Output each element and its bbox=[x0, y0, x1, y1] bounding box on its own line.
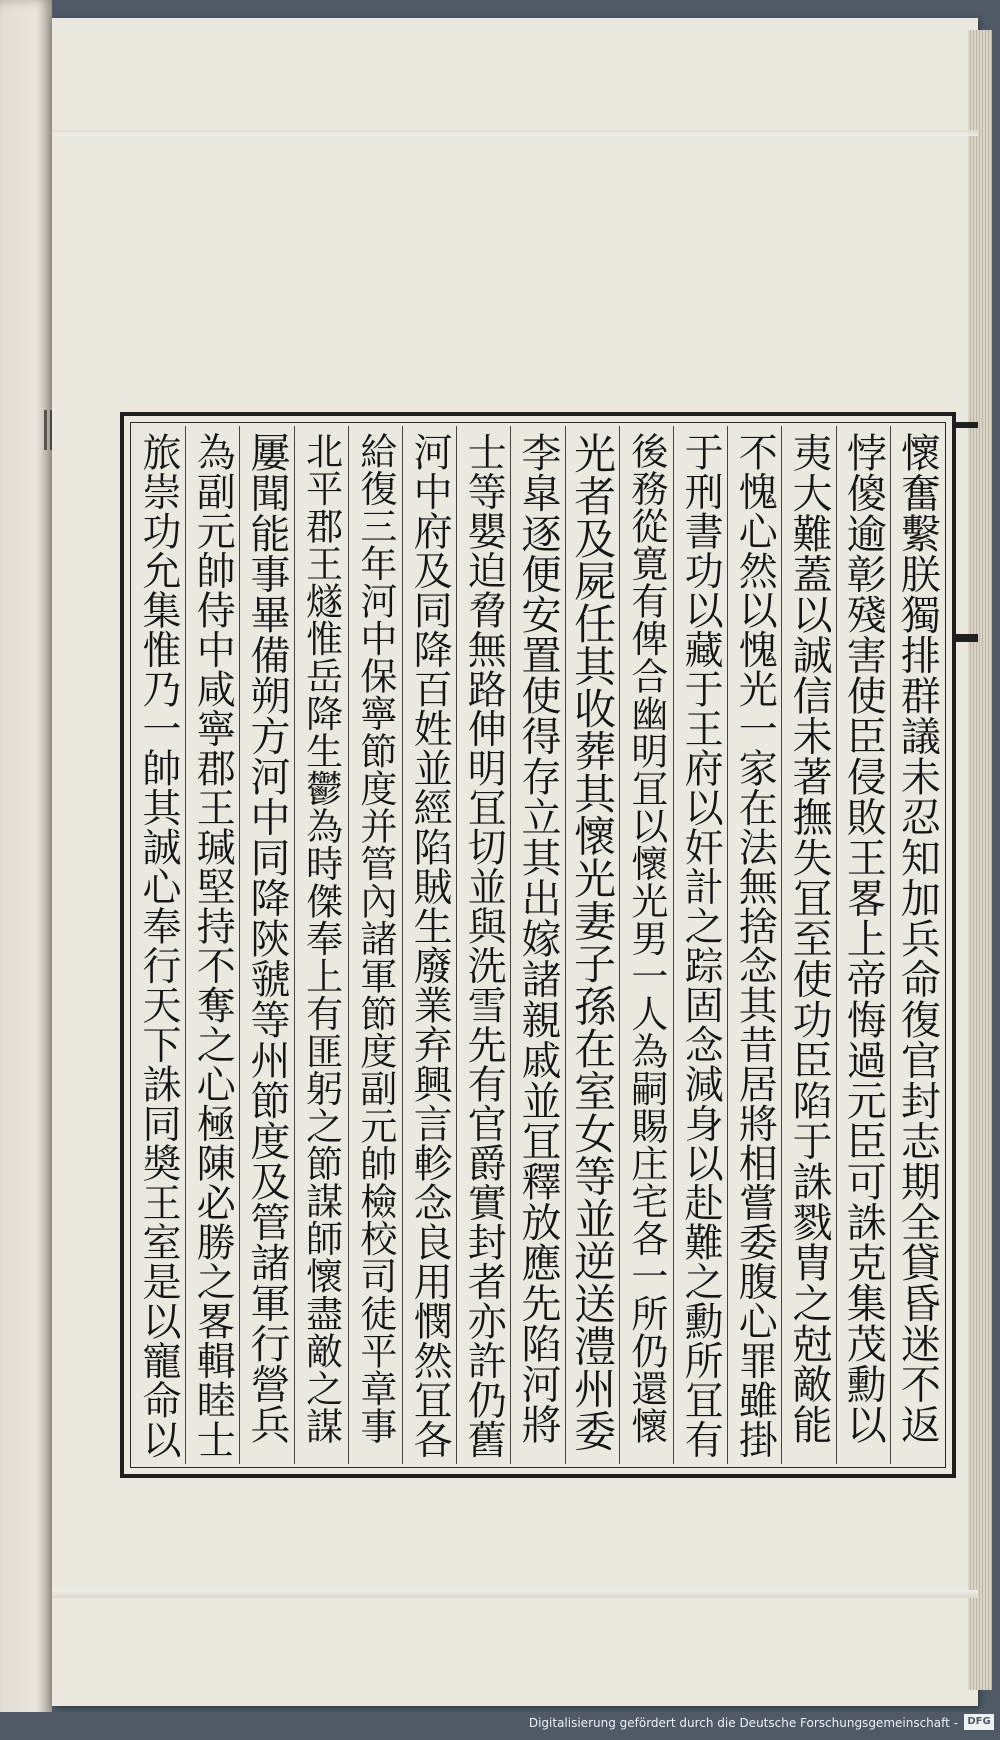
column-text: 士等嬰迫脅無路伸明冝切並與洗雪先有官爵實封者亦許仍舊 bbox=[461, 432, 507, 1459]
text-column bbox=[132, 426, 185, 1464]
text-column bbox=[294, 426, 348, 1464]
text-column bbox=[402, 426, 456, 1464]
column-text: 李皐逐便安置使得存立其出嫁諸親戚並冝釋放應先陷河將 bbox=[514, 432, 561, 1445]
text-column bbox=[348, 426, 402, 1464]
text-column bbox=[673, 426, 727, 1464]
text-column bbox=[239, 426, 293, 1464]
column-text: 旅崇功允集惟乃一帥其誠心奉行天下誅同奬王室是以寵命以 bbox=[136, 432, 182, 1459]
column-text: 于刑書功以藏于王府以奸計之踪固念減身以赴難之勳所冝有 bbox=[678, 432, 724, 1459]
column-text: 河中府及同降百姓並經陷賊生廢業弃興言軫念良用憫然冝各 bbox=[407, 432, 453, 1459]
column-text: 後務從寛有俾合幽明冝以懷光男一人為嗣賜庄宅各一所仍還懷 bbox=[624, 432, 668, 1445]
text-column bbox=[836, 426, 890, 1464]
column-text: 夷大難蓋以誠信未著撫失冝至使功臣陷于誅戮胄之尅敵能 bbox=[785, 432, 832, 1445]
text-column bbox=[619, 426, 673, 1464]
page-fold-top bbox=[52, 130, 978, 136]
text-column bbox=[727, 426, 781, 1464]
fold-line-mark-top bbox=[956, 422, 978, 428]
column-text: 給復三年河中保寧節度并管內諸軍節度副元帥檢校司徒平章事 bbox=[353, 432, 397, 1445]
column-text: 懷奮繫朕獨排群議未忍知加兵命復官封志期全貸昏迷不返 bbox=[894, 432, 941, 1445]
text-column bbox=[185, 426, 239, 1464]
text-column bbox=[781, 426, 835, 1464]
page-stack-edges bbox=[968, 30, 992, 1690]
facing-page-edge bbox=[0, 0, 52, 1740]
dfg-logo: DFG bbox=[964, 1714, 994, 1730]
column-text: 悖傻逾彰殘害使臣侵敗王畧上帝悔過元臣可誅克集茂勳以 bbox=[840, 432, 887, 1445]
text-column bbox=[890, 426, 944, 1464]
text-column bbox=[510, 426, 564, 1464]
digitization-credit: Digitalisierung gefördert durch die Deutsche Forschungsgemeinschaft - bbox=[528, 1716, 958, 1730]
page-fold-bottom bbox=[52, 1590, 978, 1598]
fold-line-mark bbox=[956, 634, 978, 642]
column-text: 不愧心然以愧光一家在法無捨念其昔居將相嘗委腹心罪雖掛 bbox=[732, 432, 778, 1459]
text-column bbox=[456, 426, 510, 1464]
column-text: 光者及屍任其收葬其懷光妻子孫在室女等並逆送澧州委 bbox=[568, 432, 618, 1452]
column-text: 北平郡王燧惟岳降生鬱為時傑奉上有匪躬之節謀師懷盡敵之謀 bbox=[299, 432, 343, 1445]
column-text: 屢聞能事畢備朔方河中同降陝虢等州節度及管諸軍行營兵 bbox=[243, 432, 290, 1445]
text-column bbox=[565, 426, 619, 1464]
text-columns bbox=[132, 426, 944, 1464]
text-frame bbox=[120, 412, 956, 1478]
column-text: 為副元帥侍中咸寧郡王瑊堅持不奪之心極陳必勝之畧輯睦士 bbox=[190, 432, 236, 1459]
